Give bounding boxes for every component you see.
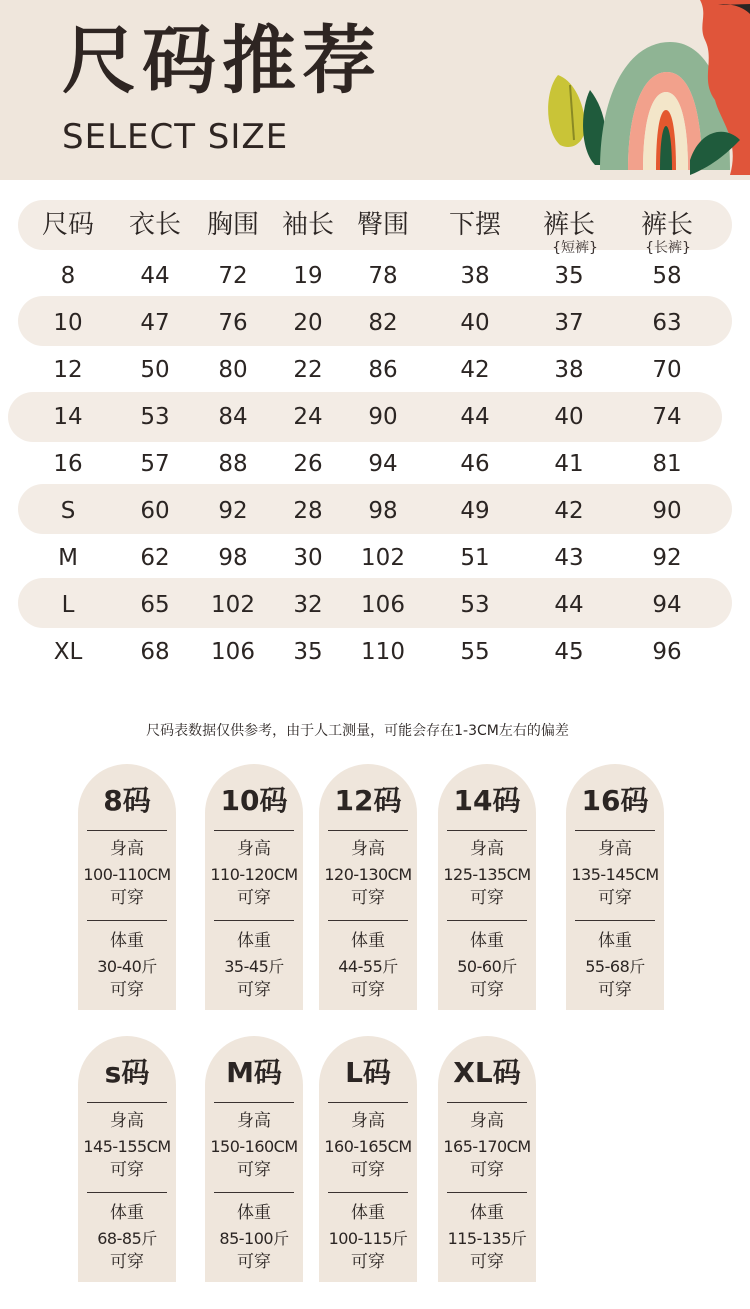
divider: [447, 830, 527, 831]
divider: [214, 830, 294, 831]
cell-shorts-length: 37: [554, 310, 584, 336]
cell-hem: 51: [460, 545, 490, 571]
weight-range: 50-60斤: [457, 957, 517, 976]
cell-length: 53: [140, 404, 170, 430]
height-label: 身高: [110, 1111, 144, 1131]
cell-hem: 46: [460, 451, 490, 477]
cell-hem: 42: [460, 357, 490, 383]
weight-range: 100-115斤: [328, 1229, 408, 1248]
weight-suffix: 可穿: [237, 980, 271, 1000]
card-size-name: 10码: [220, 784, 288, 817]
table-header-row: [0, 200, 750, 256]
divider: [328, 830, 408, 831]
height-suffix: 可穿: [598, 888, 632, 908]
header-pants-sub: {长裤}: [645, 240, 691, 256]
page-title: 尺码推荐: [62, 18, 382, 104]
weight-suffix: 可穿: [470, 980, 504, 1000]
header-size: 尺码: [41, 210, 94, 240]
cell-size: 8: [60, 263, 76, 289]
cell-hip: 110: [361, 639, 405, 665]
table-row: [0, 629, 750, 676]
cell-sleeve: 35: [293, 639, 323, 665]
cell-shorts-length: 43: [554, 545, 584, 571]
table-row: [0, 582, 750, 629]
weight-label: 体重: [470, 1203, 504, 1223]
cell-hem: 38: [460, 263, 490, 289]
header-sleeve: 袖长: [281, 210, 334, 240]
cell-pants-length: 70: [652, 357, 682, 383]
cell-shorts-length: 41: [554, 451, 584, 477]
cell-sleeve: 24: [293, 404, 323, 430]
header-hip: 臀围: [356, 210, 409, 240]
weight-range: 55-68斤: [585, 957, 645, 976]
header-pants-length: 裤长: [640, 210, 693, 240]
cell-length: 60: [140, 498, 170, 524]
divider: [447, 1192, 527, 1193]
size-card: [319, 1036, 417, 1282]
height-suffix: 可穿: [237, 888, 271, 908]
size-card: [438, 1036, 536, 1282]
divider: [87, 1192, 167, 1193]
height-range: 100-110CM: [83, 865, 171, 884]
cell-chest: 84: [218, 404, 248, 430]
height-suffix: 可穿: [351, 1160, 385, 1180]
card-size-name: L码: [345, 1056, 391, 1089]
cell-sleeve: 32: [293, 592, 323, 618]
cell-chest: 106: [211, 639, 255, 665]
cell-chest: 98: [218, 545, 248, 571]
weight-range: 85-100斤: [219, 1229, 289, 1248]
cell-hem: 44: [460, 404, 490, 430]
height-suffix: 可穿: [351, 888, 385, 908]
header-chest: 胸围: [206, 210, 259, 240]
cell-hem: 49: [460, 498, 490, 524]
weight-label: 体重: [598, 931, 632, 951]
cell-hem: 55: [460, 639, 490, 665]
divider: [87, 1102, 167, 1103]
cell-size: 14: [53, 404, 83, 430]
height-label: 身高: [598, 839, 632, 859]
height-suffix: 可穿: [470, 1160, 504, 1180]
table-row: [0, 347, 750, 394]
weight-suffix: 可穿: [470, 1252, 504, 1272]
weight-range: 35-45斤: [224, 957, 284, 976]
card-size-name: s码: [104, 1056, 150, 1089]
header-shorts-sub: {短裤}: [552, 240, 598, 256]
header-banner: [0, 0, 750, 180]
height-suffix: 可穿: [237, 1160, 271, 1180]
cell-chest: 102: [211, 592, 255, 618]
cell-length: 50: [140, 357, 170, 383]
cell-chest: 76: [218, 310, 248, 336]
card-size-name: M码: [226, 1056, 282, 1089]
height-label: 身高: [237, 839, 271, 859]
cell-hip: 102: [361, 545, 405, 571]
cell-size: L: [61, 592, 75, 618]
divider: [328, 920, 408, 921]
height-range: 160-165CM: [324, 1137, 412, 1156]
weight-label: 体重: [110, 931, 144, 951]
cell-chest: 88: [218, 451, 248, 477]
weight-suffix: 可穿: [598, 980, 632, 1000]
cell-shorts-length: 38: [554, 357, 584, 383]
height-range: 110-120CM: [210, 865, 298, 884]
table-row: [0, 441, 750, 488]
cell-hip: 86: [368, 357, 398, 383]
height-label: 身高: [351, 839, 385, 859]
table-row: [0, 253, 750, 300]
weight-suffix: 可穿: [237, 1252, 271, 1272]
weight-suffix: 可穿: [110, 980, 144, 1000]
card-size-name: XL码: [453, 1056, 521, 1089]
weight-range: 68-85斤: [97, 1229, 157, 1248]
header-length: 衣长: [128, 210, 181, 240]
height-label: 身高: [351, 1111, 385, 1131]
height-label: 身高: [470, 1111, 504, 1131]
cell-hip: 94: [368, 451, 398, 477]
cell-length: 57: [140, 451, 170, 477]
table-row: [0, 394, 750, 441]
divider: [87, 920, 167, 921]
size-card: [78, 1036, 176, 1282]
weight-range: 44-55斤: [338, 957, 398, 976]
cell-pants-length: 74: [652, 404, 682, 430]
weight-suffix: 可穿: [351, 980, 385, 1000]
cell-shorts-length: 40: [554, 404, 584, 430]
weight-label: 体重: [351, 931, 385, 951]
cell-pants-length: 94: [652, 592, 682, 618]
weight-label: 体重: [237, 931, 271, 951]
weight-suffix: 可穿: [110, 1252, 144, 1272]
cell-pants-length: 58: [652, 263, 682, 289]
cell-sleeve: 22: [293, 357, 323, 383]
weight-range: 115-135斤: [447, 1229, 527, 1248]
cell-shorts-length: 42: [554, 498, 584, 524]
cell-pants-length: 81: [652, 451, 682, 477]
cell-size: S: [60, 498, 76, 524]
cell-shorts-length: 44: [554, 592, 584, 618]
table-row: [0, 488, 750, 535]
size-card: [438, 764, 536, 1010]
cell-length: 47: [140, 310, 170, 336]
cell-pants-length: 63: [652, 310, 682, 336]
height-range: 135-145CM: [571, 865, 659, 884]
height-range: 150-160CM: [210, 1137, 298, 1156]
cell-hem: 53: [460, 592, 490, 618]
cell-chest: 80: [218, 357, 248, 383]
height-suffix: 可穿: [110, 888, 144, 908]
cell-sleeve: 26: [293, 451, 323, 477]
size-card: [319, 764, 417, 1010]
card-size-name: 16码: [581, 784, 649, 817]
cell-length: 65: [140, 592, 170, 618]
measurement-note: 尺码表数据仅供参考，由于人工测量，可能会存在1-3CM左右的偏差: [146, 723, 569, 739]
card-size-name: 8码: [103, 784, 151, 817]
height-suffix: 可穿: [470, 888, 504, 908]
cell-sleeve: 28: [293, 498, 323, 524]
cell-pants-length: 90: [652, 498, 682, 524]
cell-chest: 72: [218, 263, 248, 289]
divider: [575, 830, 655, 831]
page-subtitle: SELECT SIZE: [62, 117, 289, 157]
height-label: 身高: [237, 1111, 271, 1131]
cell-sleeve: 20: [293, 310, 323, 336]
height-range: 120-130CM: [324, 865, 412, 884]
cell-sleeve: 19: [293, 263, 323, 289]
divider: [447, 920, 527, 921]
size-card: [78, 764, 176, 1010]
card-size-name: 12码: [334, 784, 402, 817]
cell-length: 62: [140, 545, 170, 571]
cell-size: 10: [53, 310, 83, 336]
header-shorts-length: 裤长: [542, 210, 595, 240]
cell-pants-length: 96: [652, 639, 682, 665]
divider: [214, 1102, 294, 1103]
height-label: 身高: [470, 839, 504, 859]
weight-label: 体重: [351, 1203, 385, 1223]
divider: [214, 920, 294, 921]
weight-label: 体重: [470, 931, 504, 951]
header-hem: 下摆: [448, 210, 501, 240]
divider: [328, 1102, 408, 1103]
size-card: [205, 1036, 303, 1282]
card-size-name: 14码: [453, 784, 521, 817]
weight-label: 体重: [237, 1203, 271, 1223]
cell-chest: 92: [218, 498, 248, 524]
weight-range: 30-40斤: [97, 957, 157, 976]
cell-shorts-length: 45: [554, 639, 584, 665]
size-card: [205, 764, 303, 1010]
cell-hip: 82: [368, 310, 398, 336]
size-card: [566, 764, 664, 1010]
cell-hem: 40: [460, 310, 490, 336]
height-label: 身高: [110, 839, 144, 859]
divider: [214, 1192, 294, 1193]
rainbow-plants-illustration-icon: [540, 0, 750, 180]
table-row: [0, 300, 750, 347]
divider: [575, 920, 655, 921]
cell-hip: 106: [361, 592, 405, 618]
cell-length: 68: [140, 639, 170, 665]
height-range: 165-170CM: [443, 1137, 531, 1156]
divider: [447, 1102, 527, 1103]
height-suffix: 可穿: [110, 1160, 144, 1180]
weight-suffix: 可穿: [351, 1252, 385, 1272]
cell-hip: 78: [368, 263, 398, 289]
cell-sleeve: 30: [293, 545, 323, 571]
divider: [87, 830, 167, 831]
cell-size: XL: [53, 639, 83, 665]
height-range: 125-135CM: [443, 865, 531, 884]
cell-hip: 98: [368, 498, 398, 524]
cell-size: 12: [53, 357, 83, 383]
height-range: 145-155CM: [83, 1137, 171, 1156]
weight-label: 体重: [110, 1203, 144, 1223]
cell-size: M: [58, 545, 78, 571]
cell-shorts-length: 35: [554, 263, 584, 289]
cell-size: 16: [53, 451, 83, 477]
cell-length: 44: [140, 263, 170, 289]
divider: [328, 1192, 408, 1193]
table-row: [0, 535, 750, 582]
cell-pants-length: 92: [652, 545, 682, 571]
cell-hip: 90: [368, 404, 398, 430]
